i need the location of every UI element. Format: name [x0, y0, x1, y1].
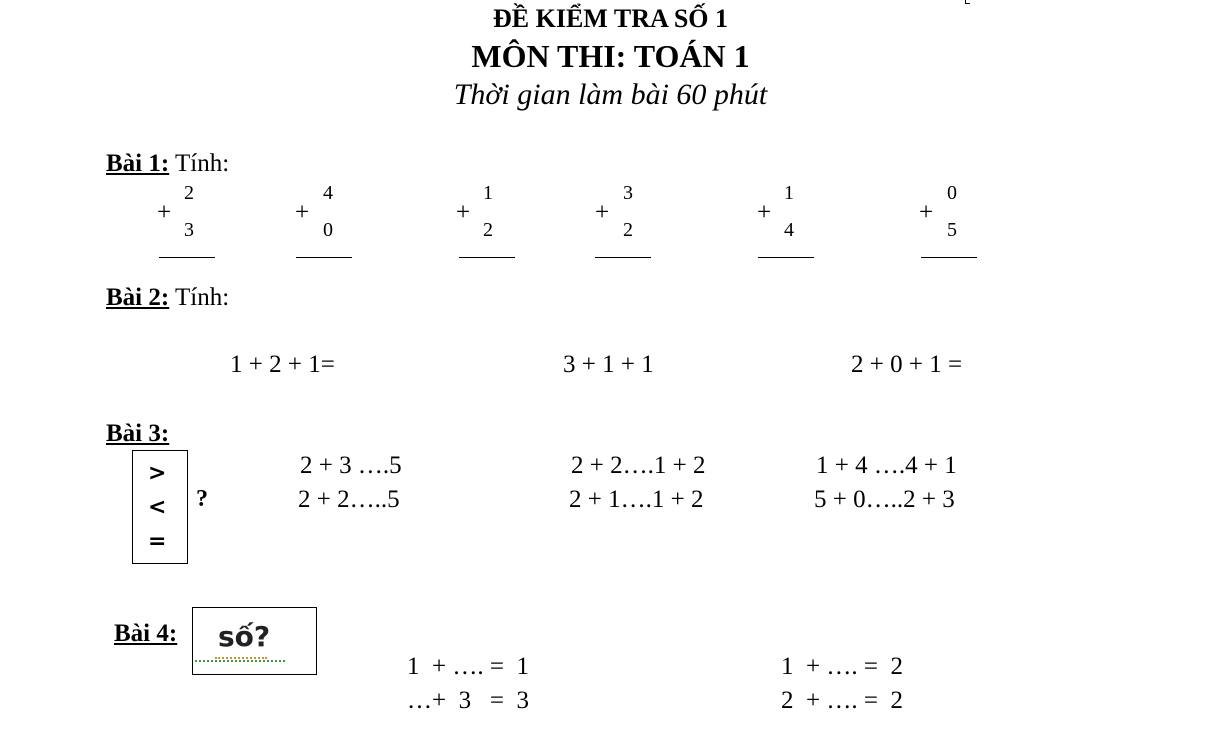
plus-sign: +	[757, 199, 772, 226]
bai3-row1-expr3: 1 + 4 ….4 + 1	[816, 452, 957, 479]
top-number: 3	[623, 182, 633, 204]
bai4-row1-expr1: 1 + …. = 1	[407, 653, 529, 680]
bottom-number: 3	[184, 219, 194, 241]
so-text: số?	[218, 620, 271, 653]
bai3-label: Bài 3:	[106, 420, 170, 447]
bai3-row1-expr2: 2 + 2….1 + 2	[571, 452, 706, 479]
bai4-row2-expr2: 2 + …. = 2	[781, 687, 903, 714]
bai2-expression-2: 3 + 1 + 1	[563, 351, 654, 378]
bai3-row2-expr2: 2 + 1….1 + 2	[569, 486, 704, 513]
bottom-number: 5	[947, 219, 957, 241]
bottom-number: 2	[623, 219, 633, 241]
so-box	[192, 607, 317, 675]
top-number: 1	[784, 182, 794, 204]
bottom-number: 0	[323, 219, 333, 241]
top-number: 4	[323, 182, 333, 204]
plus-sign: +	[295, 199, 310, 226]
bai1-label: Bài 1:	[106, 150, 170, 177]
bottom-number: 4	[784, 219, 794, 241]
less-than-symbol: <	[148, 495, 167, 520]
bai3-row2-expr3: 5 + 0…..2 + 3	[814, 486, 955, 513]
plus-sign: +	[456, 199, 471, 226]
sum-line	[758, 257, 814, 258]
bai4-label: Bài 4:	[114, 620, 178, 647]
bai4-row1-expr2: 1 + …. = 2	[781, 653, 903, 680]
spellcheck-underline	[215, 657, 267, 659]
bai3-heading	[106, 420, 169, 448]
bai4-row2-expr1: …+ 3 = 3	[407, 687, 529, 714]
sum-line	[921, 257, 977, 258]
bai4-heading	[114, 620, 177, 648]
bai1-instruction: Tính:	[175, 150, 230, 177]
sum-line	[159, 257, 215, 258]
sum-line	[459, 257, 515, 258]
plus-sign: +	[919, 199, 934, 226]
greater-than-symbol: >	[148, 461, 167, 486]
question-mark: ?	[196, 486, 208, 512]
grammar-underline	[195, 660, 285, 662]
bai2-expression-3: 2 + 0 + 1 =	[851, 351, 963, 378]
top-number: 1	[483, 182, 493, 204]
sum-line	[296, 257, 352, 258]
top-number: 2	[184, 182, 194, 204]
bai2-label: Bài 2:	[106, 284, 170, 311]
top-number: 0	[947, 182, 957, 204]
bai2-expression-1: 1 + 2 + 1=	[230, 351, 335, 378]
bai1-heading	[106, 150, 229, 178]
comparison-symbols-box	[132, 450, 188, 564]
equals-symbol: =	[148, 529, 167, 554]
exam-subject: MÔN THI: TOÁN 1	[471, 38, 750, 74]
bai3-row1-expr1: 2 + 3 ….5	[300, 452, 402, 479]
exam-title: ĐỀ KIỂM TRA SỐ 1	[492, 4, 728, 33]
bai2-instruction: Tính:	[175, 284, 230, 311]
plus-sign: +	[595, 199, 610, 226]
sum-line	[595, 257, 651, 258]
bottom-number: 2	[483, 219, 493, 241]
bai3-row2-expr1: 2 + 2…..5	[298, 486, 400, 513]
plus-sign: +	[157, 199, 172, 226]
bai2-heading	[106, 284, 229, 312]
exam-duration: Thời gian làm bài 60 phút	[453, 78, 768, 111]
